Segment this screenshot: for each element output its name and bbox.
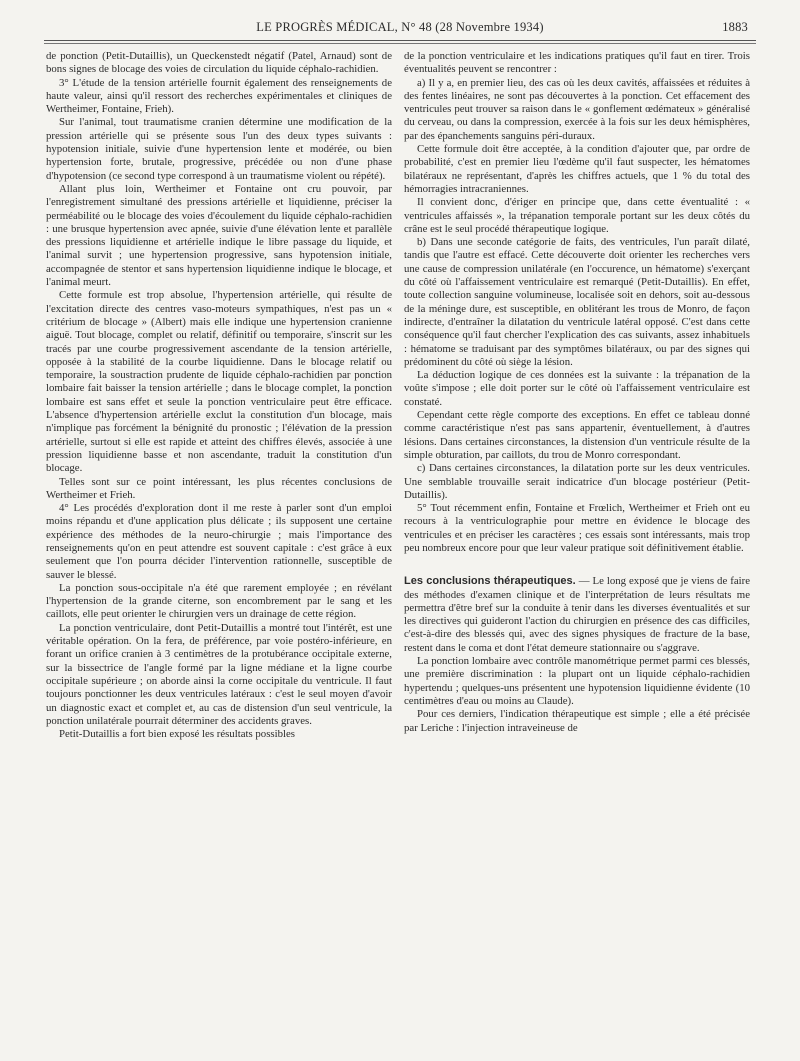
paragraph-text: 3° L'étude de la tension artérielle fournit également des renseignements de haute valeur, ainsi qu'il ressort des recherches expérimentales et cliniques de Wertheimer, Fontaine, Frieh). [46, 76, 392, 116]
paragraph-text: b) Dans une seconde catégorie de faits, des ventricules, l'un paraît dilaté, tandis que l'autre est effacé. Cette découverte doit orienter les recherches vers une cause de compression unilatérale (en l'occurence, un hématome) s'exerçant du côté où l'affaissement ventriculaire est remarqué (Petit-Dutaillis). En effet, toute collection sanguine volumineuse, localisée soit en dehors, soit au-dessous de la méninge dure, est susceptible, en oblitérant les trous de Monro, de façon indirecte, d'entraîner la dilatation du ventricule latéral opposé. C'est dans cette conséquence qu'il faut chercher l'explication des cas suivants, assez inhabituels : hématome se traduisant par des symptômes bilatéraux, ou par des signes qui prédominent du côté où siège la lésion. [404, 236, 750, 368]
paragraph [404, 369, 750, 409]
paragraph-text: La ponction sous-occipitale n'a été que rarement employée ; en révélant l'hypertension de la grande citerne, son encombrement par le sang et les caillots, elle peut orienter le chirurgien vers un drainage de cette région. [46, 581, 392, 621]
paragraph [46, 77, 392, 117]
paragraph-text: La déduction logique de ces données est la suivante : la trépanation de la voûte s'impose ; elle doit porter sur le côté où l'affaissement ventriculaire est constaté. [404, 369, 750, 408]
paragraph [404, 502, 750, 555]
paragraph [46, 622, 392, 728]
paragraph-text: de ponction (Petit-Dutaillis), un Queckenstedt négatif (Patel, Arnaud) sont de bons signes de blocage des voies de circulation du liquide céphalo-rachidien. [46, 50, 392, 76]
journal-title: LE PROGRÈS MÉDICAL, N° 48 (28 Novembre 1934) [256, 20, 544, 34]
paragraph [46, 476, 392, 503]
paragraph [404, 236, 750, 369]
paragraph-text: Allant plus loin, Wertheimer et Fontaine ont cru pouvoir, par l'enregistrement simultané des pressions artérielle et liquidienne, préciser la perméabilité ou le blocage des voies d'écoulement du liquide céphalo-rachidien : une brusque hypertension avec apnée, suivie d'une élévation lente et parallèle des pressions liquidienne et artérielle indique le libre passage du liquide, et l'animal survit ; une hypertension progressive, sans hypotension initiale, accompagnée de stentor et sans hypertension liquidienne indique le blocage, et l'animal meurt. [46, 182, 392, 289]
paragraph [46, 582, 392, 622]
paragraph-text: Il convient donc, d'ériger en principe que, dans cette éventualité : « ventricules affaissés », la trépanation temporale portant sur les deux côtés du crâne est le seul procédé thérapeutique logique. [404, 196, 750, 235]
paragraph-text: 4° Les procédés d'exploration dont il me reste à parler sont d'un emploi moins répandu et d'une application plus délicate ; ils supposent une certaine expérience des méthodes de la neuro-chirurgie ; mais l'importance des renseignements qu'on en peut attendre est souvent capitale : c'est grâce à eux seulement que l'on pourra décider l'intervention rationnelle, susceptible de sauver le blessé. [46, 502, 392, 581]
paragraph-text: 5° Tout récemment enfin, Fontaine et Frœlich, Wertheimer et Frieh ont eu recours à la ventriculographie pour mettre en évidence le blocage des ventricules et en préciser les caractères ; ces essais sont intéressants, mais trop peu nombreux encore pour que leur valeur pratique soit définitivement établie. [404, 502, 750, 554]
paragraph-text: Pour ces derniers, l'indication thérapeutique est simple ; elle a été précisée par Leriche : l'injection intraveineuse de [404, 708, 750, 734]
left-column [46, 50, 392, 741]
paragraph [46, 50, 392, 77]
paragraph-text: Cependant cette règle comporte des exceptions. En effet ce tableau donné comme caractéristique n'est pas sans appartenir, éventuellement, à d'autres lésions. Dans certaines circonstances, la distension d'un ventricule résulte de la simple obturation, par caillots, du trou de Monro correspondant. [404, 409, 750, 461]
paragraph-text: Cette formule doit être acceptée, à la condition d'ajouter que, par ordre de probabilité, c'est en premier lieu l'œdème qu'il faut suspecter, les hématomes bilatéraux ne représentant, d'après les chiffres actuels, que 1 % du total des hémorragies intracraniennes. [404, 143, 750, 195]
paragraph [46, 116, 392, 182]
right-column [404, 50, 750, 735]
paragraph-text: c) Dans certaines circonstances, la dilatation porte sur les deux ventricules. Une semblable trouvaille serait indicatrice d'un blocage postérieur (Petit-Dutaillis). [404, 462, 750, 501]
page-number: 1883 [722, 20, 748, 34]
paragraph [404, 462, 750, 502]
paragraph-text: de la ponction ventriculaire et les indications pratiques qu'il faut en tirer. Trois éventualités peuvent se rencontrer : [404, 50, 750, 76]
paragraph [46, 728, 392, 741]
header-rule-secondary [44, 43, 756, 44]
paragraph [404, 708, 750, 735]
paragraph [46, 183, 392, 289]
paragraph [404, 575, 750, 655]
paragraph-text: La ponction ventriculaire, dont Petit-Dutaillis a montré tout l'intérêt, est une véritable opération. On la fera, de préférence, par voie postéro-inférieure, en forant un orifice cranien à 3 centimètres de la protubérance occipitale externe, sur la bissectrice de l'angle formé par la ligne médiane et la ligne courbe occipitale supérieure ; on aborde ainsi la corne occipitale du ventricule. Il faut toujours ponctionner les deux ventricules latéraux : c'est le seul moyen d'avoir un diagnostic exact et complet et, au cas de distension d'un seul ventricule, la ponction unilatérale pourrait déterminer des accidents graves. [46, 621, 392, 727]
paragraph [46, 502, 392, 582]
header-rule [44, 40, 756, 41]
paragraph-text: Cette formule est trop absolue, l'hypertension artérielle, qui résulte de l'excitation directe des centres vaso-moteurs sympathiques, n'est pas un « critérium de blocage » (Albert) mais elle indique une hypertension cranienne aiguë. Tout blocage, complet ou relatif, définitif ou temporaire, s'inscrit sur les tracés par une courbe progressivement ascendante de la tension artérielle, opposée à la stabilité de la courbe liquidienne. Dans le blocage relatif ou temporaire, la soustraction prudente de liquide céphalo-rachidien par ponction lombaire fait baisser la tension artérielle ; dans le blocage complet, la ponction lombaire est sans effet et seule la ponction ventriculaire peut être efficace. L'absence d'hypertension artérielle exclut la constitution d'un blocage, mais n'implique pas forcément la bénignité du pronostic ; l'élévation de la pression artérielle, surtout si elle est rapide et atteint des chiffres élevés, associée à une pression liquidienne basse et non ascendante, traduit la constitution d'un blocage. [46, 289, 392, 475]
paragraph [404, 50, 750, 77]
paragraph [404, 77, 750, 143]
paragraph-text: La ponction lombaire avec contrôle manométrique permet parmi ces blessés, une première discrimination : la plupart ont un liquide céphalo-rachidien hypertendu ; quelques-uns présentent une hypotension liquidienne évidente (10 centimètres d'eau ou moins au Claude). [404, 655, 750, 707]
paragraph-text: Petit-Dutaillis a fort bien exposé les résultats possibles [59, 728, 295, 741]
paragraph-text: Sur l'animal, tout traumatisme cranien détermine une modification de la pression artérielle qui se présente sous l'un des deux types suivants : hypotension initiale, suivie d'une hypertension lente et modérée, ou bien hypertension forte, brutale, progressive, précédée ou non d'une phase d'hypotension (ce second type correspond à un traumatisme violent ou répété). [46, 116, 392, 182]
paragraph [46, 289, 392, 475]
section-heading: Les conclusions thérapeutiques. [404, 575, 576, 588]
paragraph-text: Telles sont sur ce point intéressant, les plus récentes conclusions de Wertheimer et Frieh. [46, 475, 392, 501]
paragraph-text: — Le long exposé que je viens de faire des méthodes d'examen clinique et de l'interprétation de leurs résultats me permettra d'être bref sur la conduite à tenir dans les diverses éventualités et sur les directives qui guideront l'action du chirurgien en présence des cas difficiles, c'est-à-dire des blessés qui, avec des signes physiques de fracture de la base, restent dans le coma et dont l'état demeure stationnaire ou s'aggrave. [404, 575, 751, 654]
paragraph [404, 409, 750, 462]
running-header [44, 20, 756, 40]
paragraph-text: a) Il y a, en premier lieu, des cas où les deux cavités, affaissées et réduites à des fentes linéaires, ne sont pas découvertes à la ponction. Cet effacement des ventricules peut trouver sa raison dans le « gonflement œdémateux » généralisé du cerveau, ou dans la compression, exercée à la fois sur les deux hémisphères, par des épanchements sanguins péri-duraux. [404, 76, 750, 142]
paragraph [404, 143, 750, 196]
paragraph [404, 196, 750, 236]
paragraph [404, 655, 750, 708]
